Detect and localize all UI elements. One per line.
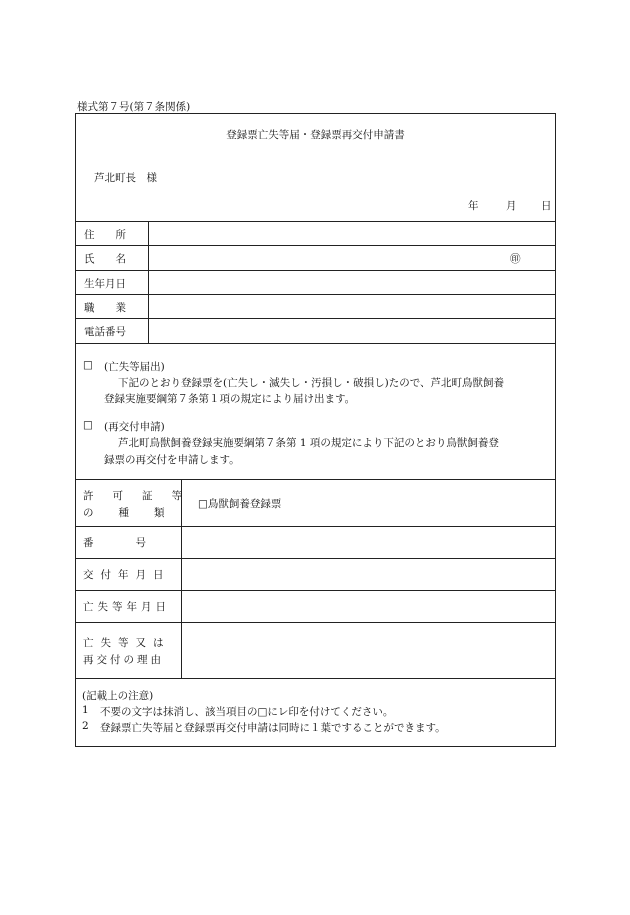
permit-type-label-line2: の種類 bbox=[83, 507, 190, 519]
date-month-label: 月 bbox=[506, 200, 517, 212]
loss-notice-text: 登録実施要綱第７条第１項の規定により届け出ます。 bbox=[104, 393, 356, 405]
form-title: 登録票亡失等届・登録票再交付申請書 bbox=[226, 129, 405, 141]
note-text: 不要の文字は抹消し、該当項目の□にレ印を付けてください。 bbox=[100, 706, 394, 718]
permit-type-label bbox=[83, 488, 201, 503]
phone-label: 電話番号 bbox=[84, 326, 126, 338]
date-year-label: 年 bbox=[468, 200, 479, 212]
note-number: 1 bbox=[82, 704, 89, 716]
loss-notice-text: 下記のとおり登録票を(亡失し・滅失し・汚損し・破損し)たので、芦北町鳥獣飼養 bbox=[118, 377, 504, 389]
permit-type-label-line1: 許可証等 bbox=[83, 490, 201, 502]
number-label: 番 号 bbox=[83, 537, 146, 549]
issue-date-label: 交付年月日 bbox=[83, 569, 171, 581]
name-label: 氏 名 bbox=[84, 253, 126, 265]
loss-notice-checkbox[interactable]: □ bbox=[83, 359, 93, 371]
form-number: 様式第７号(第７条関係) bbox=[77, 101, 191, 113]
addressee: 芦北町長 様 bbox=[94, 172, 157, 184]
note-number: 2 bbox=[82, 720, 89, 732]
reissue-text: 録票の再交付を申請します。 bbox=[104, 454, 240, 466]
reason-label-line2: 再交付の理由 bbox=[83, 654, 164, 666]
divider bbox=[76, 622, 555, 623]
loss-notice-heading: (亡失等届出) bbox=[104, 361, 165, 373]
notes-heading: (記載上の注意) bbox=[82, 690, 154, 702]
reissue-heading: (再交付申請) bbox=[104, 421, 165, 433]
note-text: 登録票亡失等届と登録票再交付申請は同時に１葉ですることができます。 bbox=[100, 722, 446, 734]
date-day-label: 日 bbox=[541, 200, 552, 212]
divider bbox=[76, 590, 555, 591]
application-form bbox=[75, 113, 556, 747]
seal-mark: ㊞ bbox=[510, 253, 521, 265]
birthdate-label: 生年月日 bbox=[84, 278, 126, 290]
reissue-text: 芦北町鳥獣飼養登録実施要綱第７条第 1 項の規定により下記のとおり鳥獣飼養登 bbox=[118, 437, 499, 449]
reason-label-line1: 亡失等又は bbox=[83, 637, 171, 649]
divider bbox=[76, 678, 555, 679]
column-divider bbox=[148, 221, 149, 343]
divider bbox=[76, 343, 555, 344]
divider bbox=[76, 526, 555, 527]
permit-type-value[interactable]: □鳥獣飼養登録票 bbox=[198, 498, 282, 510]
address-label: 住 所 bbox=[84, 229, 126, 241]
divider bbox=[76, 558, 555, 559]
reissue-checkbox[interactable]: □ bbox=[83, 419, 93, 431]
divider bbox=[76, 479, 555, 480]
occupation-label: 職 業 bbox=[84, 302, 126, 314]
loss-date-label: 亡失等年月日 bbox=[83, 601, 170, 613]
